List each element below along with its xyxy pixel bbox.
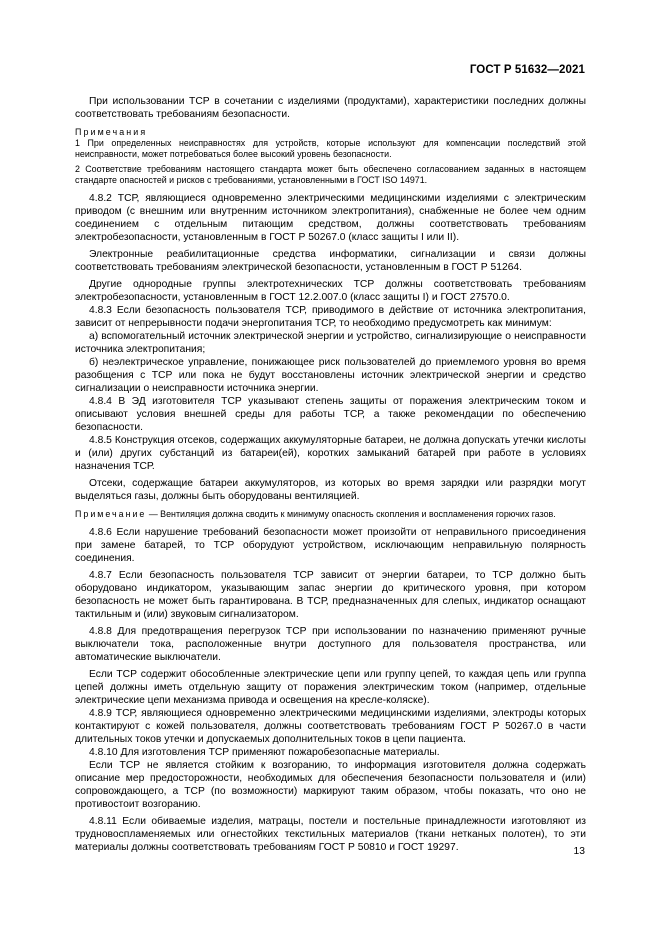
note-ventilation bbox=[75, 509, 586, 520]
paragraph-4-8-5: 4.8.5 Конструкция отсеков, содержащих аккумуляторные батареи, не должна допускать утечки кислоты и (или) других субстанций из батареи(ей), коротких замыканий батарей при работе в условиях назначения ТСР. bbox=[75, 435, 586, 472]
paragraph-4-8-4: 4.8.4 В ЭД изготовителя ТСР указывают степень защиты от поражения электрическим током и описывают условия внешней среды для работы ТСР, а также рекомендации по обеспечению безопасности. bbox=[75, 396, 586, 433]
note-2: 2 Соответствие требованиям настоящего стандарта может быть обеспечено согласованием заданных в настоящем стандарте опасностей и рисков с требованиями, установленными в ГОСТ ISO 14971. bbox=[75, 164, 586, 185]
paragraph-4-8-7: 4.8.7 Если безопасность пользователя ТСР зависит от энергии батареи, то ТСР должно быть оборудовано индикатором, указывающим запас энергии до критического уровня, при котором безопасность не может быть гарантирована. В ТСР, предназначенных для слепых, индикатор оснащают тактильным и (или) звуковым сигнализатором. bbox=[75, 570, 586, 620]
document-body bbox=[75, 95, 586, 854]
document-number-header: ГОСТ Р 51632—2021 bbox=[469, 64, 585, 76]
paragraph-4-8-8: 4.8.8 Для предотвращения перегрузок ТСР при использовании по назначению применяют ручные выключатели тока, расположенные внутри доступного для пользователя пространства, или автоматические выключатели. bbox=[75, 626, 586, 663]
notes-title: Примечания bbox=[75, 127, 148, 137]
paragraph-4-8-3: 4.8.3 Если безопасность пользователя ТСР, приводимого в действие от источника электропитания, зависит от непрерывности подачи энергопитания ТСР, то необходимо предусмотреть как минимум: bbox=[75, 305, 586, 329]
paragraph-4-8-2-c: Другие однородные группы электротехнических ТСР должны соответствовать требованиям электробезопасности, установленным в ГОСТ 12.2.007.0 (класс защиты I) и ГОСТ 27570.0. bbox=[75, 279, 586, 303]
paragraph-4-8-2: 4.8.2 ТСР, являющиеся одновременно электрическими медицинскими изделиями с электрическим приводом (с внешним или внутренним источником электропитания), снабженные не более чем одним соединением с отдельным питающим средством, должны соответствовать требованиям электробезопасности, установленным в ГОСТ Р 50267.0 (класс защиты I или II). bbox=[75, 193, 586, 243]
paragraph-4-8-10-b: Если ТСР не является стойким к возгоранию, то информация изготовителя должна содержать описание мер предосторожности, необходимых для обеспечения безопасности пользователя и (или) сопровождающего, а ТСР (по возможности) маркируют таким образом, чтобы показать, что оно не противостоит возгоранию. bbox=[75, 760, 586, 810]
paragraph-4-8-2-b: Электронные реабилитационные средства информатики, сигнализации и связи должны соответствовать требованиям электрической безопасности, установленным в ГОСТ Р 51264. bbox=[75, 249, 586, 273]
paragraph-4-8-3-b: б) неэлектрическое управление, понижающее риск пользователей до приемлемого уровня во время разобщения с ТСР или пока не будут восстановлены источник электрической энергии и средство сигнализации о неисправности источника энергии. bbox=[75, 357, 586, 394]
note-1: 1 При определенных неисправностях для устройств, которые используют для компенсации последствий этой неисправности, может потребоваться более высокий уровень безопасности. bbox=[75, 138, 586, 159]
paragraph-4-8-6: 4.8.6 Если нарушение требований безопасности может произойти от неправильного присоединения при замене батарей, то ТСР оборудуют устройством, исключающим неправильную полярность соединения. bbox=[75, 527, 586, 564]
paragraph-4-8-10: 4.8.10 Для изготовления ТСР применяют пожаробезопасные материалы. bbox=[89, 747, 440, 758]
paragraph-4-8-3-a: а) вспомогательный источник электрической энергии и устройство, сигнализирующие о неисправности источника электропитания; bbox=[75, 331, 586, 355]
paragraph-intro: При использовании ТСР в сочетании с изделиями (продуктами), характеристики последних должны соответствовать требованиям безопасности. bbox=[75, 96, 586, 120]
note-text: — Вентиляция должна сводить к минимуму опасность скопления и воспламенения горючих газов. bbox=[146, 509, 556, 519]
paragraph-4-8-11: 4.8.11 Если обиваемые изделия, матрацы, постели и постельные принадлежности изготовляют из трудновоспламеняемых или огнестойких текстильных материалов (ткани нетканых полотен), то эти материалы должны соответствовать требованиям ГОСТ Р 50810 и ГОСТ 19297. bbox=[75, 816, 586, 853]
note-label: Примечание bbox=[75, 509, 147, 519]
paragraph-4-8-8-b: Если ТСР содержит обособленные электрические цепи или группу цепей, то каждая цепь или группа цепей должны иметь отдельную защиту от поражения электрическим током (например, отдельные электрические цепи механизма привода и освещения на кресле-коляске). bbox=[75, 669, 586, 706]
page-number: 13 bbox=[573, 846, 585, 857]
paragraph-4-8-9: 4.8.9 ТСР, являющиеся одновременно электрическими медицинскими изделиями, электроды которых контактируют с кожей пользователя, должны соответствовать требованиям ГОСТ Р 50267.0 в части длительных токов утечки и допускаемых дополнительных токов в цепи пациента. bbox=[75, 708, 586, 745]
paragraph-4-8-5-b: Отсеки, содержащие батареи аккумуляторов, из которых во время зарядки или разрядки могут выделяться газы, должны быть оборудованы вентиляцией. bbox=[75, 478, 586, 502]
